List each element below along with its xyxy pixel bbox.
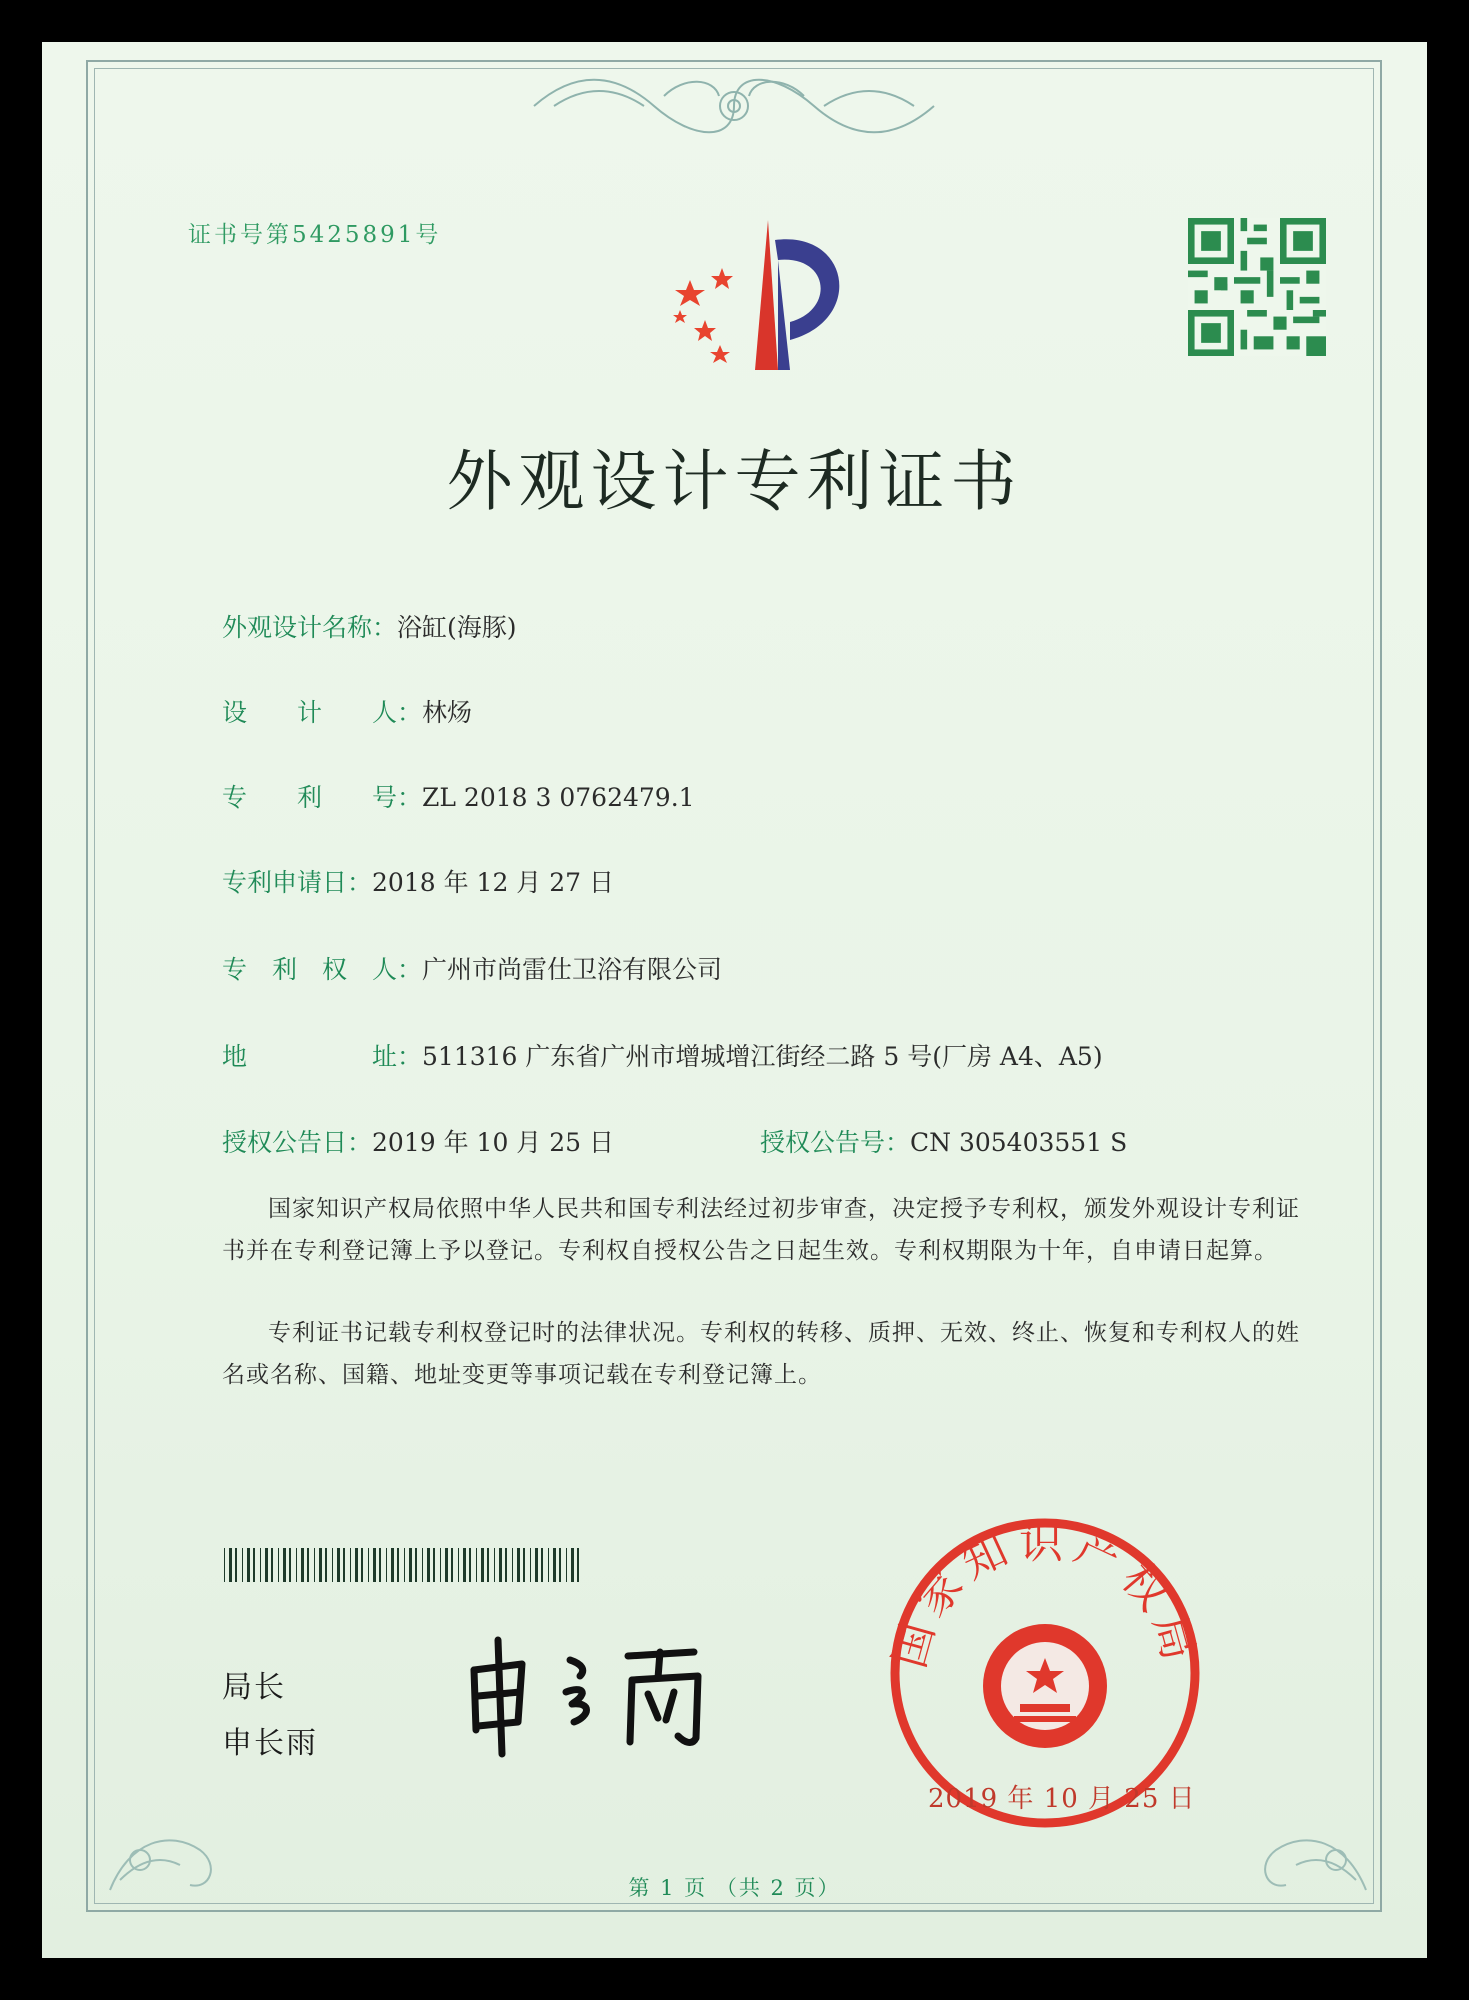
patent-number-label: 专 利 号： (222, 783, 423, 812)
legal-paragraph-1: 国家知识产权局依照中华人民共和国专利法经过初步审查，决定授予专利权，颁发外观设计专利证书并在专利登记簿上予以登记。专利权自授权公告之日起生效。专利权期限为十年，自申请日起算。 (222, 1196, 1300, 1264)
top-ornament-icon (514, 66, 954, 146)
announcement-number-label: 授权公告号： (760, 1128, 911, 1157)
qr-code-icon (1188, 218, 1326, 356)
design-name-label: 外观设计名称： (222, 613, 398, 642)
announcement-number-row (760, 1123, 1127, 1159)
director-name: 申长雨 (222, 1726, 318, 1761)
announcement-number-value: CN 305403551 S (910, 1128, 1128, 1157)
address-label: 地 址： (222, 1042, 423, 1071)
design-name-value: 浴缸(海豚) (397, 613, 517, 642)
announcement-date-row (222, 1123, 614, 1159)
patent-number-row (222, 778, 695, 814)
application-date-value: 2018 年 12 月 27 日 (372, 868, 614, 897)
page-footer: 第 1 页 （共 2 页） (628, 1876, 841, 1900)
address-row (222, 1037, 1103, 1073)
patentee-value: 广州市尚雷仕卫浴有限公司 (422, 955, 723, 984)
director-title: 局长 (222, 1670, 286, 1705)
page-title: 外观设计专利证书 (446, 443, 1023, 520)
patent-office-logo-icon (650, 210, 890, 390)
design-name-row (222, 608, 517, 644)
certificate-number: 证书号第5425891号 (188, 222, 442, 248)
application-date-label: 专利申请日： (222, 868, 373, 897)
director-signature (462, 1630, 762, 1760)
designer-label: 设 计 人： (222, 698, 423, 727)
barcode-icon (224, 1548, 586, 1582)
patentee-row (222, 950, 722, 986)
patent-number-value: ZL 2018 3 0762479.1 (422, 783, 695, 812)
announcement-date-label: 授权公告日： (222, 1128, 373, 1157)
announcement-date-value: 2019 年 10 月 25 日 (372, 1128, 614, 1157)
legal-paragraph-2: 专利证书记载专利权登记时的法律状况。专利权的转移、质押、无效、终止、恢复和专利权人的姓名或名称、国籍、地址变更等事项记载在专利登记簿上。 (222, 1320, 1300, 1388)
seal-date: 2019 年 10 月 25 日 (928, 1784, 1196, 1814)
designer-value: 林炀 (422, 698, 473, 727)
svg-text:国家知识产权局: 国家知识产权局 (883, 1517, 1207, 1674)
address-value: 511316 广东省广州市增城增江街经二路 5 号(厂房 A4、A5) (422, 1042, 1103, 1071)
patentee-label: 专 利 权 人： (222, 955, 423, 984)
designer-row (222, 693, 472, 729)
application-date-row (222, 863, 614, 899)
